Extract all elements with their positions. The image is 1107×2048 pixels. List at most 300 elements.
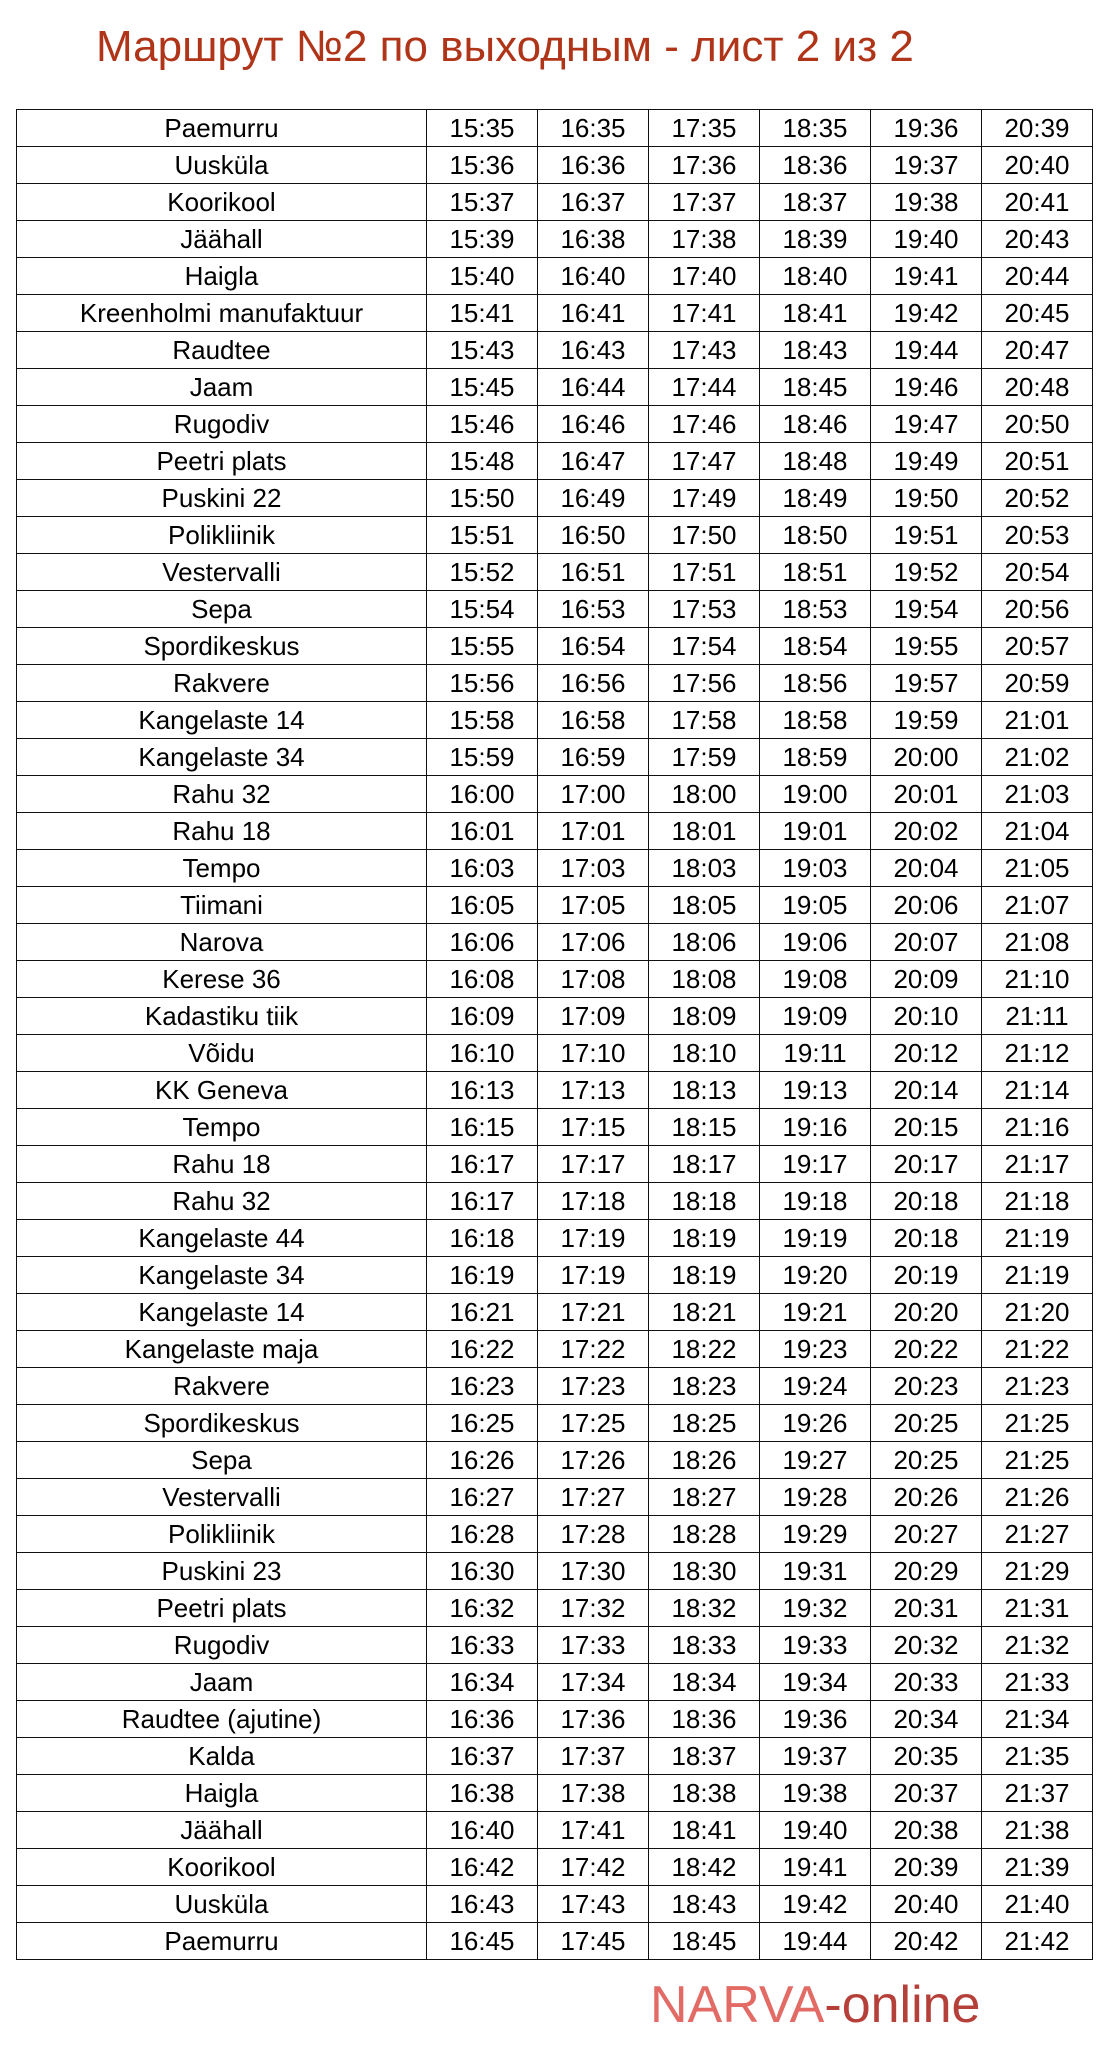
departure-time-cell: 19:33 <box>760 1627 871 1664</box>
departure-time-cell: 21:38 <box>982 1812 1093 1849</box>
table-row <box>17 1331 1093 1368</box>
stop-name-cell: Jaam <box>17 369 427 406</box>
departure-time-cell: 18:53 <box>760 591 871 628</box>
departure-time-cell: 19:50 <box>871 480 982 517</box>
departure-time-cell: 17:54 <box>649 628 760 665</box>
table-row <box>17 628 1093 665</box>
departure-time-cell: 19:59 <box>871 702 982 739</box>
departure-time-cell: 20:44 <box>982 258 1093 295</box>
departure-time-cell: 20:25 <box>871 1405 982 1442</box>
departure-time-cell: 19:44 <box>760 1923 871 1960</box>
departure-time-cell: 15:40 <box>427 258 538 295</box>
departure-time-cell: 18:13 <box>649 1072 760 1109</box>
departure-time-cell: 16:40 <box>427 1812 538 1849</box>
departure-time-cell: 16:15 <box>427 1109 538 1146</box>
departure-time-cell: 20:06 <box>871 887 982 924</box>
departure-time-cell: 21:04 <box>982 813 1093 850</box>
departure-time-cell: 20:17 <box>871 1146 982 1183</box>
departure-time-cell: 21:10 <box>982 961 1093 998</box>
departure-time-cell: 19:21 <box>760 1294 871 1331</box>
departure-time-cell: 18:43 <box>760 332 871 369</box>
departure-time-cell: 15:37 <box>427 184 538 221</box>
departure-time-cell: 16:43 <box>427 1886 538 1923</box>
departure-time-cell: 21:12 <box>982 1035 1093 1072</box>
departure-time-cell: 16:49 <box>538 480 649 517</box>
departure-time-cell: 17:19 <box>538 1220 649 1257</box>
departure-time-cell: 16:09 <box>427 998 538 1035</box>
departure-time-cell: 19:52 <box>871 554 982 591</box>
departure-time-cell: 18:37 <box>760 184 871 221</box>
table-row <box>17 739 1093 776</box>
stop-name-cell: Kadastiku tiik <box>17 998 427 1035</box>
departure-time-cell: 18:05 <box>649 887 760 924</box>
departure-time-cell: 21:25 <box>982 1442 1093 1479</box>
departure-time-cell: 20:56 <box>982 591 1093 628</box>
departure-time-cell: 17:41 <box>649 295 760 332</box>
table-row <box>17 1701 1093 1738</box>
departure-time-cell: 19:40 <box>760 1812 871 1849</box>
table-row <box>17 443 1093 480</box>
departure-time-cell: 17:19 <box>538 1257 649 1294</box>
departure-time-cell: 21:40 <box>982 1886 1093 1923</box>
departure-time-cell: 19:38 <box>760 1775 871 1812</box>
table-row <box>17 184 1093 221</box>
stop-name-cell: Narova <box>17 924 427 961</box>
departure-time-cell: 18:33 <box>649 1627 760 1664</box>
departure-time-cell: 15:59 <box>427 739 538 776</box>
departure-time-cell: 17:35 <box>649 110 760 147</box>
stop-name-cell: Rahu 32 <box>17 1183 427 1220</box>
departure-time-cell: 16:03 <box>427 850 538 887</box>
departure-time-cell: 17:43 <box>649 332 760 369</box>
stop-name-cell: Tiimani <box>17 887 427 924</box>
departure-time-cell: 20:23 <box>871 1368 982 1405</box>
departure-time-cell: 15:48 <box>427 443 538 480</box>
departure-time-cell: 20:52 <box>982 480 1093 517</box>
departure-time-cell: 20:33 <box>871 1664 982 1701</box>
departure-time-cell: 18:27 <box>649 1479 760 1516</box>
departure-time-cell: 20:45 <box>982 295 1093 332</box>
departure-time-cell: 21:18 <box>982 1183 1093 1220</box>
departure-time-cell: 21:17 <box>982 1146 1093 1183</box>
departure-time-cell: 20:27 <box>871 1516 982 1553</box>
departure-time-cell: 20:59 <box>982 665 1093 702</box>
stop-name-cell: Polikliinik <box>17 517 427 554</box>
stop-name-cell: Sepa <box>17 591 427 628</box>
table-row <box>17 332 1093 369</box>
departure-time-cell: 19:34 <box>760 1664 871 1701</box>
departure-time-cell: 18:10 <box>649 1035 760 1072</box>
departure-time-cell: 21:22 <box>982 1331 1093 1368</box>
departure-time-cell: 16:32 <box>427 1590 538 1627</box>
table-row <box>17 1294 1093 1331</box>
departure-time-cell: 21:42 <box>982 1923 1093 1960</box>
stop-name-cell: Kreenholmi manufaktuur <box>17 295 427 332</box>
departure-time-cell: 18:18 <box>649 1183 760 1220</box>
departure-time-cell: 17:58 <box>649 702 760 739</box>
departure-time-cell: 20:18 <box>871 1220 982 1257</box>
departure-time-cell: 16:05 <box>427 887 538 924</box>
departure-time-cell: 18:19 <box>649 1257 760 1294</box>
departure-time-cell: 16:34 <box>427 1664 538 1701</box>
logo-brand: NARVA <box>650 1976 825 2034</box>
departure-time-cell: 19:54 <box>871 591 982 628</box>
table-row <box>17 1368 1093 1405</box>
departure-time-cell: 18:37 <box>649 1738 760 1775</box>
departure-time-cell: 19:17 <box>760 1146 871 1183</box>
departure-time-cell: 17:08 <box>538 961 649 998</box>
departure-time-cell: 18:19 <box>649 1220 760 1257</box>
departure-time-cell: 21:08 <box>982 924 1093 961</box>
departure-time-cell: 19:00 <box>760 776 871 813</box>
stop-name-cell: Koorikool <box>17 184 427 221</box>
stop-name-cell: Kangelaste 14 <box>17 702 427 739</box>
departure-time-cell: 17:33 <box>538 1627 649 1664</box>
departure-time-cell: 16:45 <box>427 1923 538 1960</box>
departure-time-cell: 17:23 <box>538 1368 649 1405</box>
stop-name-cell: Paemurru <box>17 1923 427 1960</box>
departure-time-cell: 16:42 <box>427 1849 538 1886</box>
departure-time-cell: 18:34 <box>649 1664 760 1701</box>
departure-time-cell: 15:41 <box>427 295 538 332</box>
timetable <box>16 109 1093 1960</box>
departure-time-cell: 16:22 <box>427 1331 538 1368</box>
departure-time-cell: 16:36 <box>427 1701 538 1738</box>
departure-time-cell: 16:50 <box>538 517 649 554</box>
departure-time-cell: 17:13 <box>538 1072 649 1109</box>
table-row <box>17 961 1093 998</box>
departure-time-cell: 21:32 <box>982 1627 1093 1664</box>
departure-time-cell: 19:18 <box>760 1183 871 1220</box>
departure-time-cell: 21:19 <box>982 1257 1093 1294</box>
departure-time-cell: 21:26 <box>982 1479 1093 1516</box>
departure-time-cell: 17:50 <box>649 517 760 554</box>
departure-time-cell: 19:38 <box>871 184 982 221</box>
departure-time-cell: 16:51 <box>538 554 649 591</box>
departure-time-cell: 18:43 <box>649 1886 760 1923</box>
departure-time-cell: 18:30 <box>649 1553 760 1590</box>
departure-time-cell: 15:54 <box>427 591 538 628</box>
stop-name-cell: Puskini 22 <box>17 480 427 517</box>
departure-time-cell: 19:31 <box>760 1553 871 1590</box>
departure-time-cell: 16:30 <box>427 1553 538 1590</box>
departure-time-cell: 20:41 <box>982 184 1093 221</box>
departure-time-cell: 20:37 <box>871 1775 982 1812</box>
departure-time-cell: 20:38 <box>871 1812 982 1849</box>
departure-time-cell: 18:59 <box>760 739 871 776</box>
departure-time-cell: 18:23 <box>649 1368 760 1405</box>
departure-time-cell: 16:36 <box>538 147 649 184</box>
departure-time-cell: 18:36 <box>760 147 871 184</box>
stop-name-cell: Kangelaste 14 <box>17 1294 427 1331</box>
departure-time-cell: 16:59 <box>538 739 649 776</box>
table-row <box>17 1479 1093 1516</box>
table-row <box>17 1590 1093 1627</box>
departure-time-cell: 17:00 <box>538 776 649 813</box>
departure-time-cell: 17:18 <box>538 1183 649 1220</box>
departure-time-cell: 17:45 <box>538 1923 649 1960</box>
departure-time-cell: 19:37 <box>760 1738 871 1775</box>
departure-time-cell: 20:14 <box>871 1072 982 1109</box>
departure-time-cell: 21:05 <box>982 850 1093 887</box>
departure-time-cell: 19:41 <box>760 1849 871 1886</box>
stop-name-cell: Kerese 36 <box>17 961 427 998</box>
departure-time-cell: 18:40 <box>760 258 871 295</box>
departure-time-cell: 18:09 <box>649 998 760 1035</box>
stop-name-cell: Võidu <box>17 1035 427 1072</box>
departure-time-cell: 17:43 <box>538 1886 649 1923</box>
departure-time-cell: 18:45 <box>649 1923 760 1960</box>
table-row <box>17 221 1093 258</box>
departure-time-cell: 20:48 <box>982 369 1093 406</box>
departure-time-cell: 20:39 <box>982 110 1093 147</box>
stop-name-cell: Spordikeskus <box>17 1405 427 1442</box>
departure-time-cell: 17:53 <box>649 591 760 628</box>
departure-time-cell: 17:49 <box>649 480 760 517</box>
stop-name-cell: Haigla <box>17 258 427 295</box>
table-row <box>17 591 1093 628</box>
brand-logo <box>650 1975 980 2035</box>
departure-time-cell: 17:40 <box>649 258 760 295</box>
departure-time-cell: 15:56 <box>427 665 538 702</box>
departure-time-cell: 20:25 <box>871 1442 982 1479</box>
departure-time-cell: 17:59 <box>649 739 760 776</box>
departure-time-cell: 20:32 <box>871 1627 982 1664</box>
departure-time-cell: 20:31 <box>871 1590 982 1627</box>
departure-time-cell: 20:01 <box>871 776 982 813</box>
departure-time-cell: 16:38 <box>427 1775 538 1812</box>
departure-time-cell: 16:33 <box>427 1627 538 1664</box>
stop-name-cell: Puskini 23 <box>17 1553 427 1590</box>
stop-name-cell: Paemurru <box>17 110 427 147</box>
departure-time-cell: 21:01 <box>982 702 1093 739</box>
departure-time-cell: 19:23 <box>760 1331 871 1368</box>
table-row <box>17 1775 1093 1812</box>
table-row <box>17 1072 1093 1109</box>
departure-time-cell: 18:08 <box>649 961 760 998</box>
departure-time-cell: 19:11 <box>760 1035 871 1072</box>
stop-name-cell: Peetri plats <box>17 1590 427 1627</box>
departure-time-cell: 19:41 <box>871 258 982 295</box>
page-title: Маршрут №2 по выходным - лист 2 из 2 <box>96 22 914 71</box>
stop-name-cell: Haigla <box>17 1775 427 1812</box>
departure-time-cell: 17:46 <box>649 406 760 443</box>
departure-time-cell: 17:38 <box>538 1775 649 1812</box>
table-row <box>17 1146 1093 1183</box>
table-row <box>17 517 1093 554</box>
table-row <box>17 1886 1093 1923</box>
departure-time-cell: 16:40 <box>538 258 649 295</box>
departure-time-cell: 18:39 <box>760 221 871 258</box>
departure-time-cell: 17:28 <box>538 1516 649 1553</box>
departure-time-cell: 19:42 <box>760 1886 871 1923</box>
table-row <box>17 1923 1093 1960</box>
departure-time-cell: 20:04 <box>871 850 982 887</box>
table-row <box>17 1553 1093 1590</box>
departure-time-cell: 17:17 <box>538 1146 649 1183</box>
table-row <box>17 1183 1093 1220</box>
departure-time-cell: 15:55 <box>427 628 538 665</box>
departure-time-cell: 18:56 <box>760 665 871 702</box>
departure-time-cell: 20:34 <box>871 1701 982 1738</box>
departure-time-cell: 16:37 <box>427 1738 538 1775</box>
departure-time-cell: 15:50 <box>427 480 538 517</box>
departure-time-cell: 21:14 <box>982 1072 1093 1109</box>
stop-name-cell: Polikliinik <box>17 1516 427 1553</box>
departure-time-cell: 21:34 <box>982 1701 1093 1738</box>
departure-time-cell: 18:06 <box>649 924 760 961</box>
departure-time-cell: 20:40 <box>982 147 1093 184</box>
table-row <box>17 887 1093 924</box>
departure-time-cell: 21:29 <box>982 1553 1093 1590</box>
stop-name-cell: Rakvere <box>17 665 427 702</box>
departure-time-cell: 17:06 <box>538 924 649 961</box>
departure-time-cell: 18:51 <box>760 554 871 591</box>
departure-time-cell: 18:36 <box>649 1701 760 1738</box>
departure-time-cell: 17:15 <box>538 1109 649 1146</box>
departure-time-cell: 20:26 <box>871 1479 982 1516</box>
departure-time-cell: 16:46 <box>538 406 649 443</box>
table-row <box>17 850 1093 887</box>
stop-name-cell: Rugodiv <box>17 406 427 443</box>
departure-time-cell: 20:39 <box>871 1849 982 1886</box>
departure-time-cell: 18:35 <box>760 110 871 147</box>
departure-time-cell: 16:19 <box>427 1257 538 1294</box>
table-row <box>17 1405 1093 1442</box>
stop-name-cell: Rugodiv <box>17 1627 427 1664</box>
departure-time-cell: 20:07 <box>871 924 982 961</box>
departure-time-cell: 20:51 <box>982 443 1093 480</box>
departure-time-cell: 20:50 <box>982 406 1093 443</box>
departure-time-cell: 18:41 <box>760 295 871 332</box>
departure-time-cell: 17:10 <box>538 1035 649 1072</box>
departure-time-cell: 17:56 <box>649 665 760 702</box>
departure-time-cell: 16:06 <box>427 924 538 961</box>
departure-time-cell: 16:53 <box>538 591 649 628</box>
departure-time-cell: 21:23 <box>982 1368 1093 1405</box>
departure-time-cell: 21:02 <box>982 739 1093 776</box>
departure-time-cell: 18:32 <box>649 1590 760 1627</box>
departure-time-cell: 19:03 <box>760 850 871 887</box>
table-row <box>17 110 1093 147</box>
table-row <box>17 1849 1093 1886</box>
stop-name-cell: Rakvere <box>17 1368 427 1405</box>
stop-name-cell: Jäähall <box>17 1812 427 1849</box>
departure-time-cell: 16:23 <box>427 1368 538 1405</box>
departure-time-cell: 16:27 <box>427 1479 538 1516</box>
departure-time-cell: 19:47 <box>871 406 982 443</box>
table-row <box>17 998 1093 1035</box>
table-row <box>17 369 1093 406</box>
departure-time-cell: 18:48 <box>760 443 871 480</box>
departure-time-cell: 18:03 <box>649 850 760 887</box>
departure-time-cell: 15:52 <box>427 554 538 591</box>
departure-time-cell: 19:27 <box>760 1442 871 1479</box>
departure-time-cell: 18:26 <box>649 1442 760 1479</box>
stop-name-cell: Raudtee <box>17 332 427 369</box>
departure-time-cell: 16:44 <box>538 369 649 406</box>
departure-time-cell: 16:54 <box>538 628 649 665</box>
departure-time-cell: 19:19 <box>760 1220 871 1257</box>
table-row <box>17 924 1093 961</box>
departure-time-cell: 15:39 <box>427 221 538 258</box>
departure-time-cell: 20:20 <box>871 1294 982 1331</box>
departure-time-cell: 17:01 <box>538 813 649 850</box>
departure-time-cell: 19:42 <box>871 295 982 332</box>
departure-time-cell: 16:35 <box>538 110 649 147</box>
departure-time-cell: 15:35 <box>427 110 538 147</box>
stop-name-cell: Tempo <box>17 850 427 887</box>
departure-time-cell: 17:27 <box>538 1479 649 1516</box>
stop-name-cell: Tempo <box>17 1109 427 1146</box>
stop-name-cell: Kangelaste 34 <box>17 739 427 776</box>
departure-time-cell: 17:41 <box>538 1812 649 1849</box>
departure-time-cell: 18:25 <box>649 1405 760 1442</box>
departure-time-cell: 16:28 <box>427 1516 538 1553</box>
departure-time-cell: 16:01 <box>427 813 538 850</box>
stop-name-cell: Sepa <box>17 1442 427 1479</box>
departure-time-cell: 20:47 <box>982 332 1093 369</box>
departure-time-cell: 16:38 <box>538 221 649 258</box>
departure-time-cell: 20:02 <box>871 813 982 850</box>
departure-time-cell: 15:58 <box>427 702 538 739</box>
table-row <box>17 406 1093 443</box>
table-row <box>17 295 1093 332</box>
departure-time-cell: 21:31 <box>982 1590 1093 1627</box>
departure-time-cell: 20:57 <box>982 628 1093 665</box>
table-row <box>17 1516 1093 1553</box>
departure-time-cell: 21:20 <box>982 1294 1093 1331</box>
departure-time-cell: 18:46 <box>760 406 871 443</box>
departure-time-cell: 20:09 <box>871 961 982 998</box>
departure-time-cell: 19:36 <box>871 110 982 147</box>
departure-time-cell: 19:13 <box>760 1072 871 1109</box>
departure-time-cell: 18:01 <box>649 813 760 850</box>
table-row <box>17 1257 1093 1294</box>
departure-time-cell: 18:15 <box>649 1109 760 1146</box>
departure-time-cell: 18:38 <box>649 1775 760 1812</box>
departure-time-cell: 17:32 <box>538 1590 649 1627</box>
departure-time-cell: 18:50 <box>760 517 871 554</box>
table-row <box>17 1738 1093 1775</box>
departure-time-cell: 16:25 <box>427 1405 538 1442</box>
departure-time-cell: 16:56 <box>538 665 649 702</box>
departure-time-cell: 17:51 <box>649 554 760 591</box>
departure-time-cell: 21:35 <box>982 1738 1093 1775</box>
table-row <box>17 1109 1093 1146</box>
stop-name-cell: Kalda <box>17 1738 427 1775</box>
departure-time-cell: 19:20 <box>760 1257 871 1294</box>
stop-name-cell: Kangelaste maja <box>17 1331 427 1368</box>
departure-time-cell: 17:25 <box>538 1405 649 1442</box>
departure-time-cell: 19:26 <box>760 1405 871 1442</box>
logo-suffix: online <box>841 1976 981 2034</box>
stop-name-cell: Vestervalli <box>17 1479 427 1516</box>
departure-time-cell: 21:27 <box>982 1516 1093 1553</box>
departure-time-cell: 17:22 <box>538 1331 649 1368</box>
departure-time-cell: 16:10 <box>427 1035 538 1072</box>
table-row <box>17 1035 1093 1072</box>
departure-time-cell: 19:24 <box>760 1368 871 1405</box>
table-row <box>17 554 1093 591</box>
departure-time-cell: 19:32 <box>760 1590 871 1627</box>
timetable-body <box>17 110 1093 1960</box>
departure-time-cell: 21:03 <box>982 776 1093 813</box>
departure-time-cell: 16:18 <box>427 1220 538 1257</box>
departure-time-cell: 17:36 <box>649 147 760 184</box>
departure-time-cell: 17:38 <box>649 221 760 258</box>
departure-time-cell: 19:57 <box>871 665 982 702</box>
